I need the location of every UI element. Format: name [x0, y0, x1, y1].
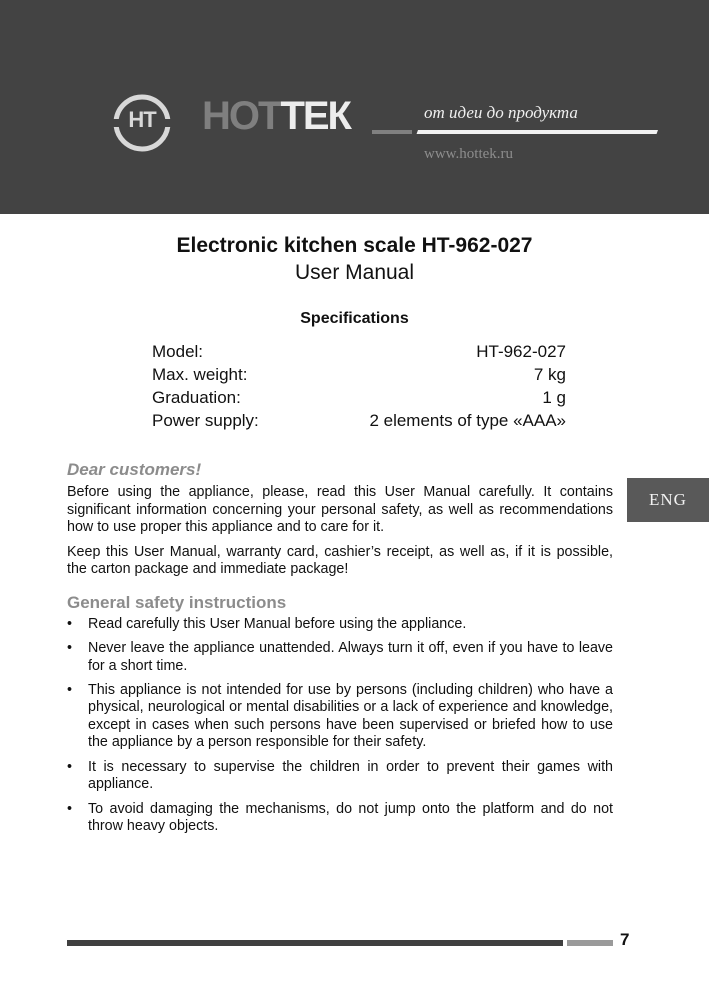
list-item-text: Never leave the appliance unattended. Always turn it off, even if you have to leave for a short time. — [88, 640, 613, 674]
bullet-icon: • — [67, 682, 73, 699]
spec-label: Power supply: — [152, 411, 259, 430]
bullet-icon: • — [67, 615, 73, 632]
brand-part2: ТЕК — [280, 94, 350, 138]
bullet-icon: • — [67, 758, 73, 775]
spec-row — [152, 386, 566, 409]
language-tab: ENG — [627, 478, 709, 522]
document-title: Electronic kitchen scale HT-962-027 — [176, 234, 533, 257]
list-item-text: To avoid damaging the mechanisms, do not jump onto the platform and do not throw heavy objects. — [88, 800, 613, 834]
list-item — [67, 640, 613, 675]
specifications-heading: Specifications — [300, 310, 409, 327]
spec-value: HT-962-027 — [476, 342, 566, 361]
specifications-table — [152, 340, 566, 432]
spec-value: 1 g — [542, 388, 566, 407]
spec-label: Graduation: — [152, 388, 241, 407]
document-subtitle: User Manual — [294, 261, 415, 284]
tagline-underline-dark — [372, 130, 412, 134]
spec-value: 2 elements of type «AAA» — [369, 411, 566, 430]
page-number: 7 — [620, 930, 630, 949]
bullet-icon: • — [67, 640, 73, 657]
list-item — [67, 682, 613, 752]
dear-customers-heading: Dear customers! — [67, 460, 202, 479]
spec-row — [152, 340, 566, 363]
bullet-icon: • — [67, 800, 73, 817]
spec-row — [152, 409, 566, 432]
logo-mark: HT — [128, 107, 156, 132]
list-item-text: Read carefully this User Manual before using the appliance. — [88, 615, 467, 632]
intro-paragraph: Keep this User Manual, warranty card, cashier’s receipt, as well as, if it is possible, the carton package and immediate package! — [67, 543, 613, 578]
tagline: от идеи до продукта — [424, 103, 578, 122]
main-content — [67, 461, 613, 842]
tagline-underline-light — [417, 130, 658, 134]
website-url: www.hottek.ru — [424, 146, 514, 162]
list-item — [67, 759, 613, 794]
safety-heading: General safety instructions — [67, 593, 287, 613]
footer-rule — [67, 940, 563, 946]
list-item — [67, 616, 613, 633]
list-item-text: It is necessary to supervise the children in order to prevent their games with appliance. — [88, 758, 613, 793]
header-banner — [0, 0, 709, 214]
footer-rule-accent — [567, 940, 613, 946]
spec-label: Max. weight: — [152, 365, 248, 384]
intro-paragraph: Before using the appliance, please, read this User Manual carefully. It contains significant information concerning your personal safety, as well as recommendations how to use proper this appliance and to care for it. — [67, 484, 613, 536]
brand-part1: НОТ — [202, 94, 281, 138]
list-item — [67, 801, 613, 836]
safety-list — [67, 616, 613, 835]
spec-row — [152, 363, 566, 386]
spec-value: 7 kg — [533, 365, 566, 384]
brand-logo — [202, 96, 350, 136]
list-item-text: This appliance is not intended for use by persons (including children) who have a physical, neurological or mental disabilities or a lack of experience and knowledge, except in cases when such persons have been supervised or briefed how to use the appliance by a person responsible for their safety. — [88, 682, 613, 751]
spec-label: Model: — [152, 342, 204, 361]
